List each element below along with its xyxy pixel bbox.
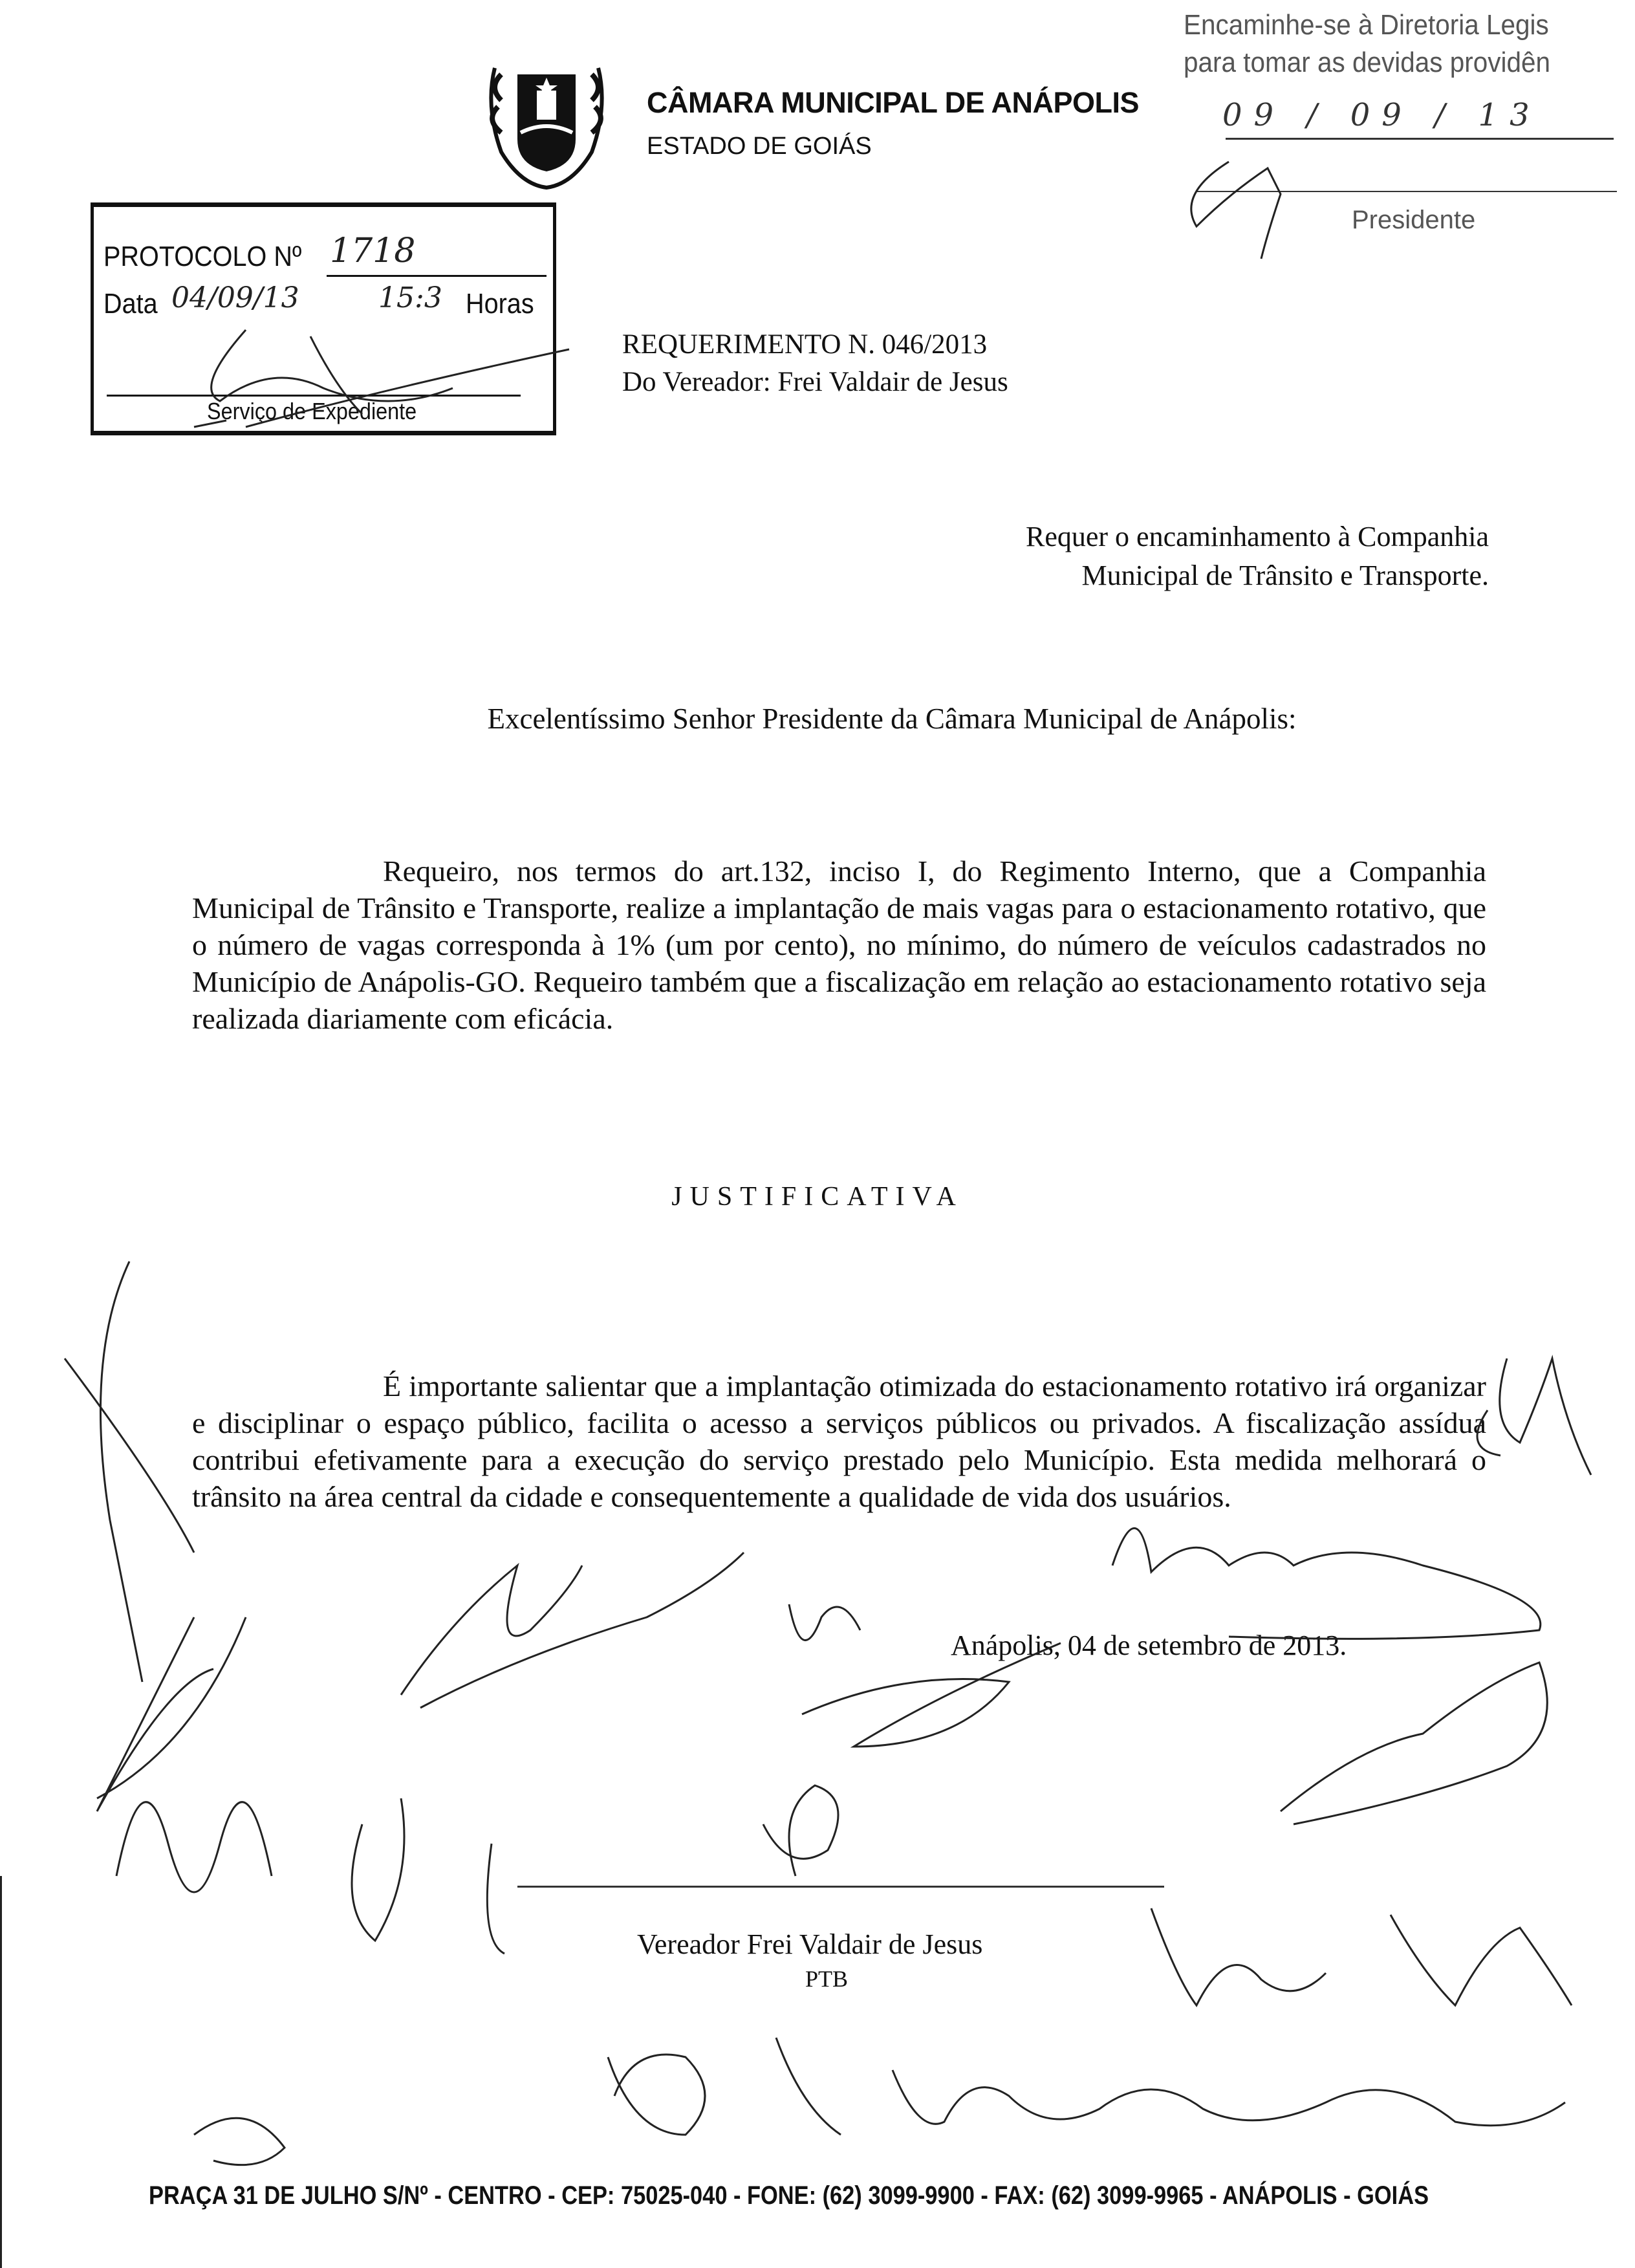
presidente-label: Presidente [1352,206,1476,234]
vereador-author: Do Vereador: Frei Valdair de Jesus [622,367,1008,397]
signature [1112,1528,1541,1639]
signature-line [517,1886,1164,1888]
signature [194,2118,285,2164]
requerimento-number: REQUERIMENTO N. 046/2013 [622,329,988,360]
footer-address: PRAÇA 31 DE JULHO S/Nº - CENTRO - CEP: 75025-040 - FONE: (62) 3099-9900 - FAX: (62) 3099-9965 - ANÁPOLIS - GOIÁS [149,2181,1429,2210]
signer-name: Vereador Frei Valdair de Jesus [637,1928,983,1960]
protocol-stamp [91,202,556,435]
signature [893,2070,1565,2126]
protocolo-number: 1718 [330,232,416,270]
data-label: Data [103,288,158,320]
signer-party: PTB [805,1966,849,1992]
despacho-line-1: Encaminhe-se à Diretoria Legis [1184,9,1549,41]
ementa [1026,518,1489,595]
despacho-line-2: para tomar as devidas providên [1184,47,1551,78]
horas-label: Horas [466,288,534,320]
justification-paragraph: É importante salientar que a implantação otimizada do estacionamento rotativo irá organizar e disciplinar o espaço público, facilita o acesso a serviços públicos ou privados. A fiscalização assídua contribui efetivamente para a execução do serviço prestado pelo Município. Esta medida melhorará o trânsito na área central da cidade e consequentemente a qualidade de vida dos usuários. [192,1369,1486,1513]
signature [65,1261,194,1682]
despacho-note [1184,6,1550,82]
local-date: Anápolis, 04 de setembro de 2013. [951,1630,1347,1661]
despacho-date: 09 / 09 / 13 [1222,97,1541,133]
signature-president [1191,162,1281,259]
signature [1281,1663,1547,1824]
protocolo-label: PROTOCOLO Nº [103,241,302,272]
divider [1226,138,1614,140]
divider [1196,191,1617,192]
signature [608,2038,841,2135]
signature [97,1617,246,1811]
request-paragraph: Requeiro, nos termos do art.132, inciso I, do Regimento Interno, que a Companhia Municipal de Trânsito e Transporte, realize a implantação de mais vagas para o estacionamento rotativo, que o número de vagas corresponda à 1% (um por cento), no mínimo, do número de veículos cadastrados no Município de Anápolis-GO. Requeiro também que a fiscalização em relação ao estacionamento rotativo seja realizada diariamente com eficácia. [192,855,1486,1035]
scan-edge [0,1876,2,2268]
institution-state: ESTADO DE GOIÁS [647,133,872,160]
signature [1477,1358,1591,1475]
ementa-line-2: Municipal de Trânsito e Transporte. [1081,560,1489,591]
justificativa-heading: JUSTIFICATIVA [671,1182,964,1212]
signature [401,1553,744,1708]
signature [1151,1908,1572,2005]
vocativo: Excelentíssimo Senhor Presidente da Câmara Municipal de Anápolis: [487,703,1297,735]
institution-title: CÂMARA MUNICIPAL DE ANÁPOLIS [647,86,1139,119]
signature [789,1604,1061,1747]
coat-of-arms-logo [482,55,611,191]
servico-expediente-label: Serviço de Expediente [207,398,417,424]
protocolo-time: 15:3 [378,281,442,314]
protocolo-date: 04/09/13 [171,281,299,314]
ementa-line-1: Requer o encaminhamento à Companhia [1026,521,1489,552]
signature [116,1798,404,1941]
